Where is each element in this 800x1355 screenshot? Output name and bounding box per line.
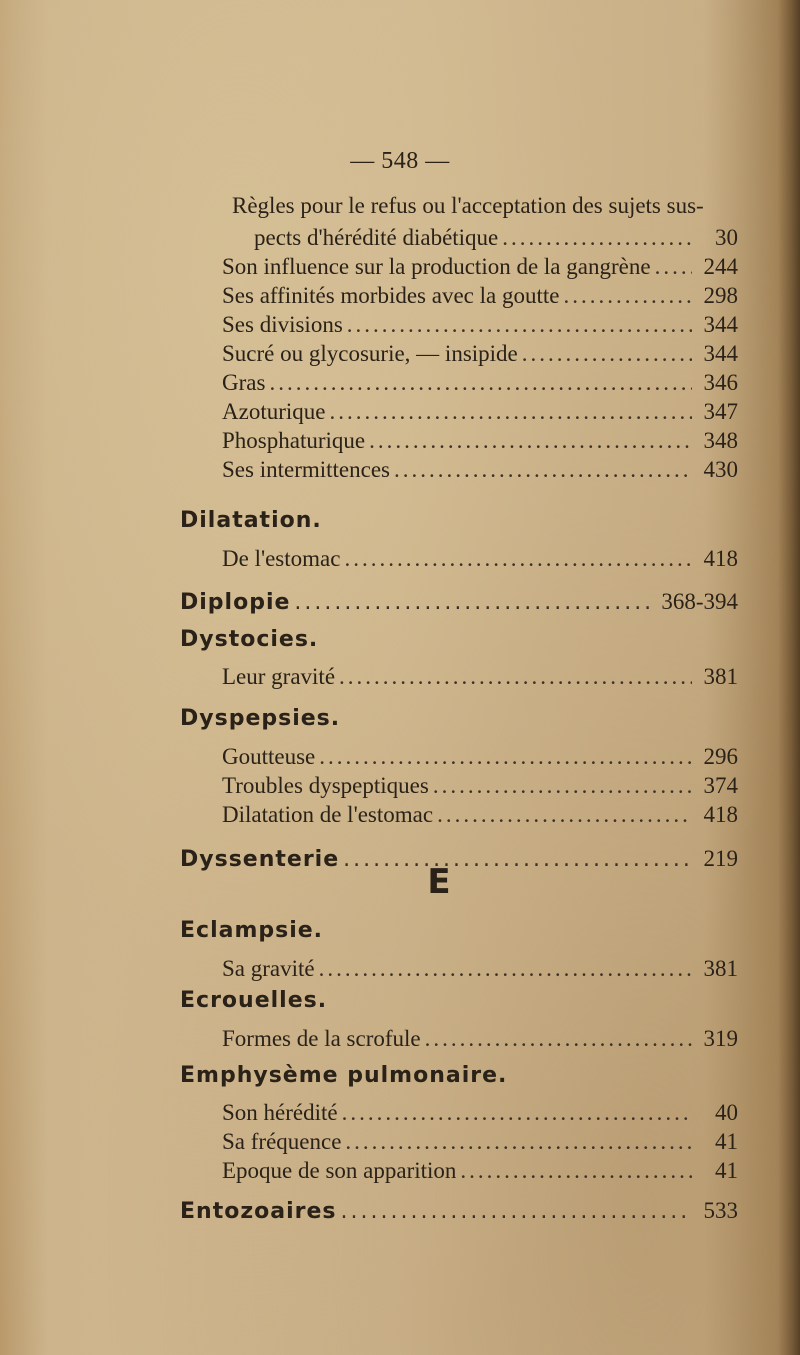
- entry-label: Sa fréquence: [222, 1129, 342, 1154]
- entry-label: Ses divisions: [222, 312, 343, 337]
- entry-label: Phosphaturique: [222, 428, 366, 453]
- index-entry: [222, 456, 738, 484]
- entry-label: Sucré ou glycosurie, — insipide: [222, 341, 518, 366]
- index-entry: [254, 224, 738, 252]
- leader-dots: [425, 1025, 692, 1053]
- leader-dots: [394, 456, 692, 484]
- entry-page: 346: [703, 370, 738, 395]
- entry-page: 41: [715, 1158, 738, 1183]
- entry-page: 418: [703, 546, 738, 571]
- entry-label: Dyssenterie: [180, 847, 340, 872]
- entry-page: 219: [703, 846, 738, 871]
- entry-label: Diplopie: [180, 590, 291, 615]
- leader-dots: [329, 398, 692, 426]
- entry-label: Epoque de son apparition: [222, 1158, 457, 1183]
- index-heading-emphyseme: Emphysème pulmonaire.: [180, 1063, 508, 1088]
- entry-label: Troubles dyspeptiques: [222, 773, 429, 798]
- index-entry: [222, 1128, 738, 1156]
- entry-label: Ses intermittences: [222, 457, 390, 482]
- index-heading-ecrouelles: Ecrouelles.: [180, 988, 328, 1013]
- index-entry: [222, 955, 738, 983]
- index-entry-diplopie: [180, 588, 738, 617]
- entry-label: Dilatation de l'estomac: [222, 802, 434, 827]
- entry-label: Sa gravité: [222, 956, 315, 981]
- index-entry: [222, 801, 738, 829]
- entry-page: 347: [703, 399, 738, 424]
- entry-page: 40: [715, 1100, 738, 1125]
- leader-dots: [269, 369, 692, 397]
- index-heading-eclampsie: Eclampsie.: [180, 918, 324, 943]
- index-heading-dyspepsies: Dyspepsies.: [180, 706, 341, 731]
- entry-page: 533: [703, 1198, 738, 1223]
- entry-page: 374: [703, 773, 738, 798]
- index-entry: [222, 282, 738, 310]
- entry-label: Entozoaires: [180, 1199, 337, 1224]
- leader-dots: [345, 1128, 692, 1156]
- leader-dots: [522, 340, 692, 368]
- leader-dots: [347, 311, 692, 339]
- leader-dots: [433, 772, 692, 800]
- leader-dots: [563, 282, 692, 310]
- entry-label: Formes de la scrofule: [222, 1026, 421, 1051]
- entry-label: Goutteuse: [222, 744, 316, 769]
- leader-dots: [339, 663, 692, 691]
- leader-dots: [369, 427, 692, 455]
- entry-label: Leur gravité: [222, 664, 336, 689]
- index-entry-header-line1: Règles pour le refus ou l'acceptation des sujets sus-: [232, 193, 704, 218]
- entry-page: 418: [703, 802, 738, 827]
- index-entry: [222, 743, 738, 771]
- leader-dots: [437, 801, 692, 829]
- index-heading-dilatation: Dilatation.: [180, 508, 322, 533]
- index-entry: [222, 427, 738, 455]
- index-entry: [222, 311, 738, 339]
- index-entry: [222, 663, 738, 691]
- entry-page: 296: [703, 744, 738, 769]
- page-edge-shadow: [778, 0, 800, 1355]
- entry-label: Azoturique: [222, 399, 326, 424]
- entry-page: 344: [703, 341, 738, 366]
- entry-page: 368-394: [661, 589, 738, 614]
- index-entry: [222, 1025, 738, 1053]
- leader-dots: [341, 1198, 693, 1226]
- leader-dots: [460, 1157, 692, 1185]
- entry-page: 381: [703, 664, 738, 689]
- leader-dots: [344, 545, 692, 573]
- entry-page: 30: [715, 225, 738, 250]
- entry-label: Gras: [222, 370, 266, 395]
- entry-page: 244: [703, 254, 738, 279]
- index-entry-entozoaires: [180, 1197, 738, 1226]
- leader-dots: [655, 253, 692, 281]
- index-entry: [222, 772, 738, 800]
- page-number: — 548 —: [350, 148, 450, 174]
- index-entry: [222, 1099, 738, 1127]
- entry-label: Son hérédité: [222, 1100, 338, 1125]
- leader-dots: [319, 955, 692, 983]
- entry-label: Son influence sur la production de la gangrène: [222, 254, 651, 279]
- index-entry: [222, 253, 738, 281]
- index-heading-dystocies: Dystocies.: [180, 627, 319, 652]
- leader-dots: [319, 743, 692, 771]
- entry-label: De l'estomac: [222, 546, 341, 571]
- entry-page: 430: [703, 457, 738, 482]
- entry-page: 298: [703, 283, 738, 308]
- index-entry: [222, 545, 738, 573]
- entry-label: Ses affinités morbides avec la goutte: [222, 283, 560, 308]
- entry-page: 381: [703, 956, 738, 981]
- entry-label: pects d'hérédité diabétique: [254, 225, 499, 250]
- index-entry: [222, 1157, 738, 1185]
- index-entry: [222, 369, 738, 397]
- entry-page: 319: [703, 1026, 738, 1051]
- leader-dots: [294, 589, 655, 617]
- index-entry: [222, 340, 738, 368]
- section-letter: E: [427, 862, 453, 902]
- leader-dots: [342, 1099, 692, 1127]
- entry-page: 348: [703, 428, 738, 453]
- leader-dots: [502, 224, 692, 252]
- entry-page: 41: [715, 1129, 738, 1154]
- entry-page: 344: [703, 312, 738, 337]
- index-entry: [222, 398, 738, 426]
